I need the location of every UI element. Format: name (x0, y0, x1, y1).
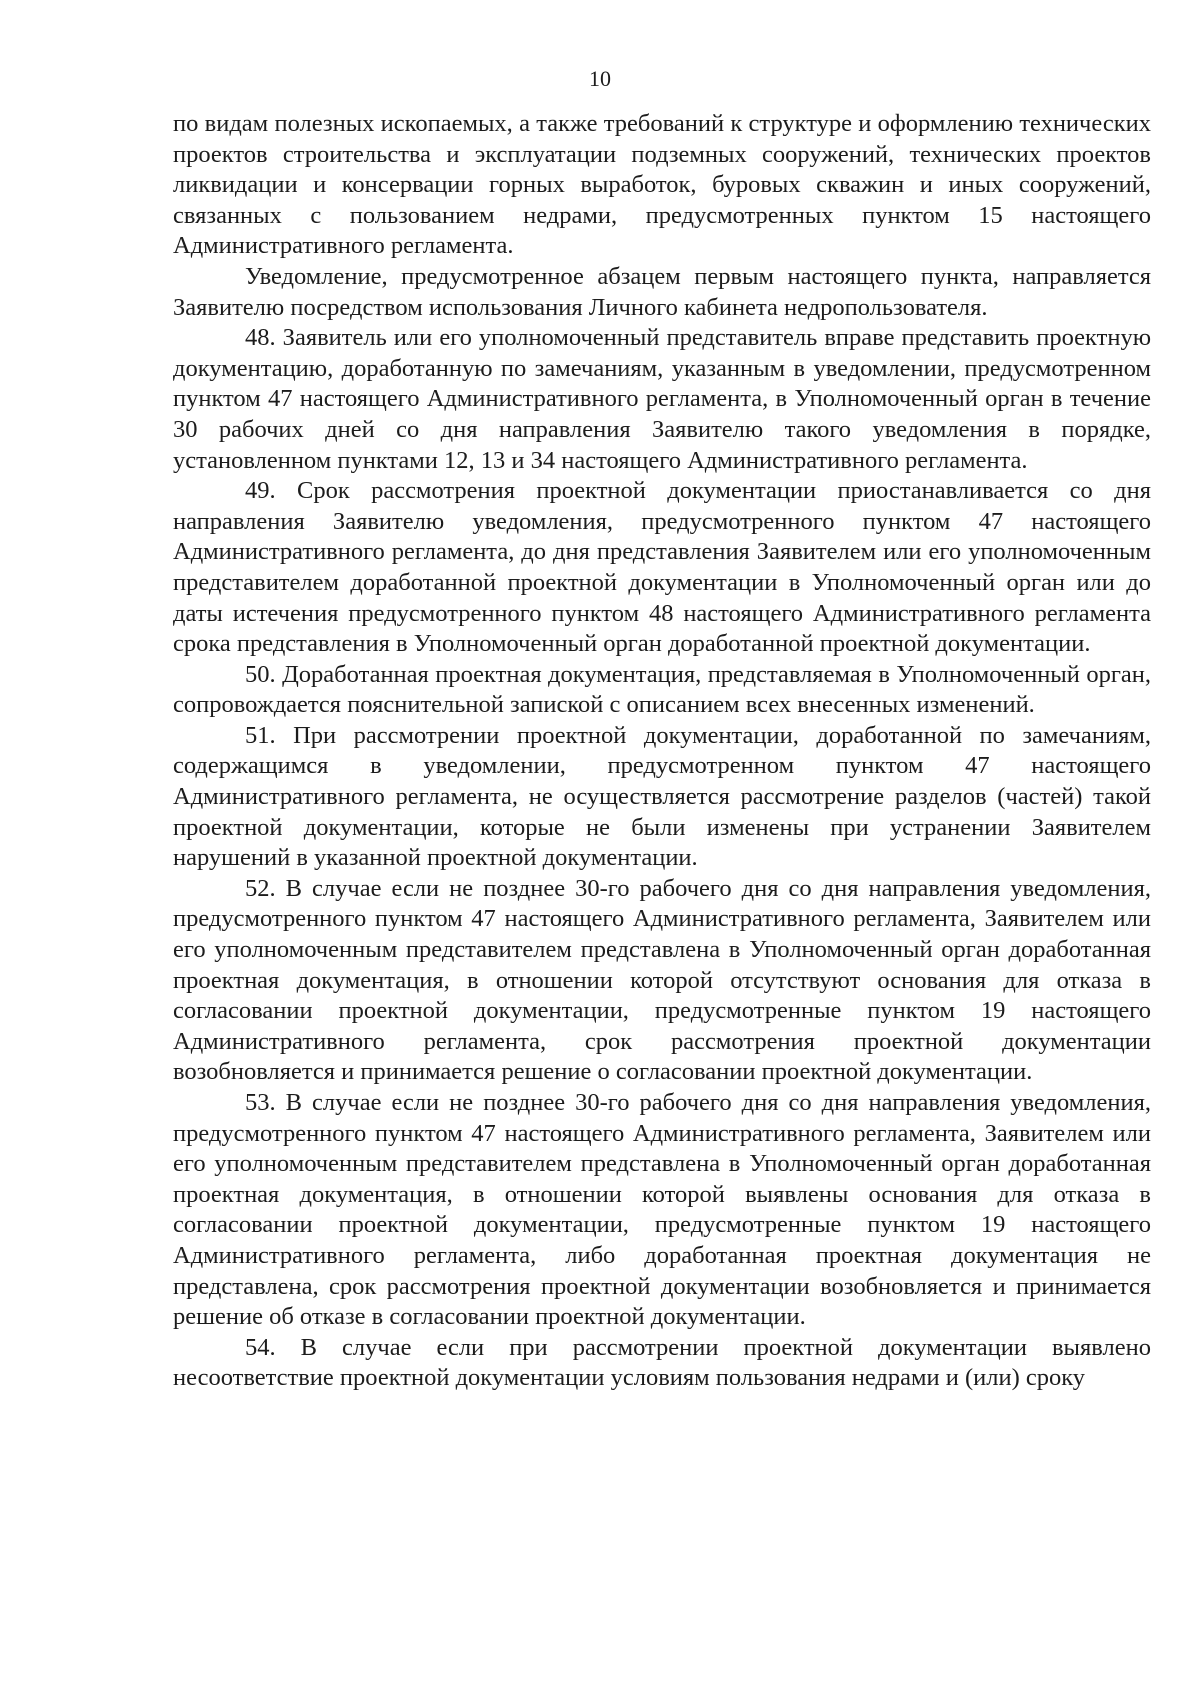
paragraph: 48. Заявитель или его уполномоченный представитель вправе представить проектную документацию, доработанную по замечаниям, указанным в уведомлении, предусмотренном пунктом 47 настоящего Административного регламента, в Уполномоченный орган в течение 30 рабочих дней со дня направления Заявителю такого уведомления в порядке, установленном пунктами 12, 13 и 34 настоящего Административного регламента. (173, 324, 1151, 474)
paragraph: 52. В случае если не позднее 30-го рабочего дня со дня направления уведомления, предусмотренного пунктом 47 настоящего Административного регламента, Заявителем или его уполномоченным представителем представлена в Уполномоченный орган доработанная проектная документация, в отношении которой отсутствуют основания для отказа в согласовании проектной документации, предусмотренные пунктом 19 настоящего Административного регламента, срок рассмотрения проектной документации возобновляется и принимается решение о согласовании проектной документации. (173, 874, 1151, 1086)
paragraph: 51. При рассмотрении проектной документации, доработанной по замечаниям, содержащимся в уведомлении, предусмотренном пунктом 47 настоящего Административного регламента, не осуществляется рассмотрение разделов (частей) такой проектной документации, которые не были изменены при устранении Заявителем нарушений в указанной проектной документации. (173, 721, 1151, 872)
paragraph: 49. Срок рассмотрения проектной документации приостанавливается со дня направления Заявителю уведомления, предусмотренного пунктом 47 настоящего Административного регламента, до дня представления Заявителем или его уполномоченным представителем доработанной проектной документации в Уполномоченный орган или до даты истечения предусмотренного пунктом 48 настоящего Административного регламента срока представления в Уполномоченный орган доработанной проектной документации. (173, 477, 1151, 658)
page-number: 10 (589, 66, 611, 91)
document-body (173, 109, 1151, 1394)
paragraph: 50. Доработанная проектная документация, представляемая в Уполномоченный орган, сопровождается пояснительной запиской с описанием всех внесенных изменений. (173, 660, 1151, 719)
paragraph: 53. В случае если не позднее 30-го рабочего дня со дня направления уведомления, предусмотренного пунктом 47 настоящего Административного регламента, Заявителем или его уполномоченным представителем представлена в Уполномоченный орган доработанная проектная документация, в отношении которой выявлены основания для отказа в согласовании проектной документации, предусмотренные пунктом 19 настоящего Административного регламента, либо доработанная проектная документация не представлена, срок рассмотрения проектной документации возобновляется и принимается решение об отказе в согласовании проектной документации. (173, 1089, 1151, 1331)
paragraph: Уведомление, предусмотренное абзацем первым настоящего пункта, направляется Заявителю посредством использования Личного кабинета недропользователя. (173, 262, 1151, 321)
paragraph: по видам полезных ископаемых, а также требований к структуре и оформлению технических проектов строительства и эксплуатации подземных сооружений, технических проектов ликвидации и консервации горных выработок, буровых скважин и иных сооружений, связанных с пользованием недрами, предусмотренных пунктом 15 настоящего Административного регламента. (173, 110, 1151, 260)
paragraph: 54. В случае если при рассмотрении проектной документации выявлено несоответствие проектной документации условиям пользования недрами и (или) сроку (173, 1333, 1151, 1392)
